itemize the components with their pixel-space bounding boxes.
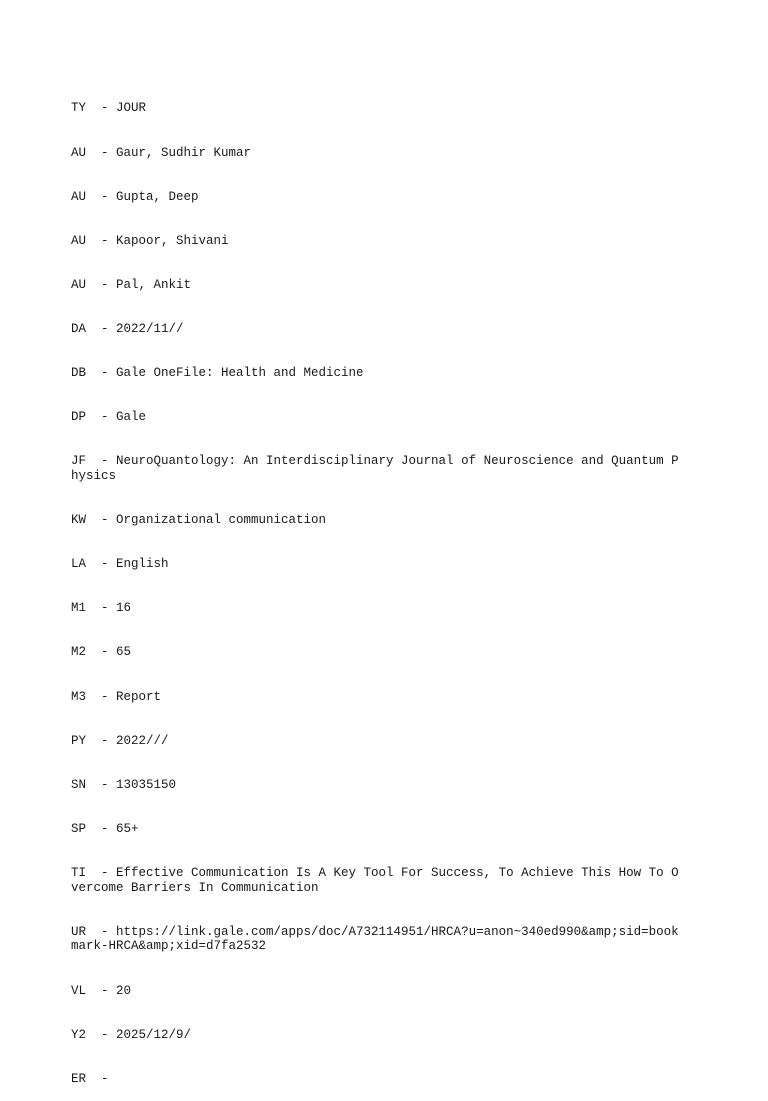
ris-pub-year-line: PY - 2022/// [71, 733, 169, 748]
ris-author-line: AU - Gupta, Deep [71, 189, 199, 204]
ris-author-line: AU - Kapoor, Shivani [71, 233, 229, 248]
ris-access-date-line: Y2 - 2025/12/9/ [71, 1027, 192, 1042]
ris-journal-line: JF - NeuroQuantology: An Interdisciplinary Journal of Neuroscience and Quantum Physics [71, 454, 679, 483]
ris-provider-line: DP - Gale [71, 410, 147, 425]
ris-misc2-line: M2 - 65 [71, 645, 132, 660]
ris-start-page-line: SP - 65+ [71, 821, 139, 836]
ris-url-line: UR - https://link.gale.com/apps/doc/A732114951/HRCA?u=anon~340ed990&amp;sid=bookmark-HRCA&amp;xid=d7fa2532 [71, 924, 679, 954]
ris-author-line: AU - Gaur, Sudhir Kumar [71, 145, 252, 160]
ris-keyword-line: KW - Organizational communication [71, 513, 327, 528]
ris-end-record-line: ER - [71, 1071, 117, 1086]
ris-type-line: TY - JOUR [71, 101, 147, 116]
ris-date-line: DA - 2022/11// [71, 321, 184, 336]
ris-issn-line: SN - 13035150 [71, 777, 177, 792]
ris-language-line: LA - English [71, 557, 169, 572]
ris-citation-record [71, 72, 681, 1101]
ris-misc1-line: M1 - 16 [71, 601, 132, 616]
ris-title-line: TI - Effective Communication Is A Key Tool For Success, To Achieve This How To Overcome Barriers In Communication [71, 865, 679, 895]
ris-volume-line: VL - 20 [71, 983, 132, 998]
ris-database-line: DB - Gale OneFile: Health and Medicine [71, 366, 364, 381]
ris-misc3-line: M3 - Report [71, 689, 162, 704]
ris-author-line: AU - Pal, Ankit [71, 277, 192, 292]
